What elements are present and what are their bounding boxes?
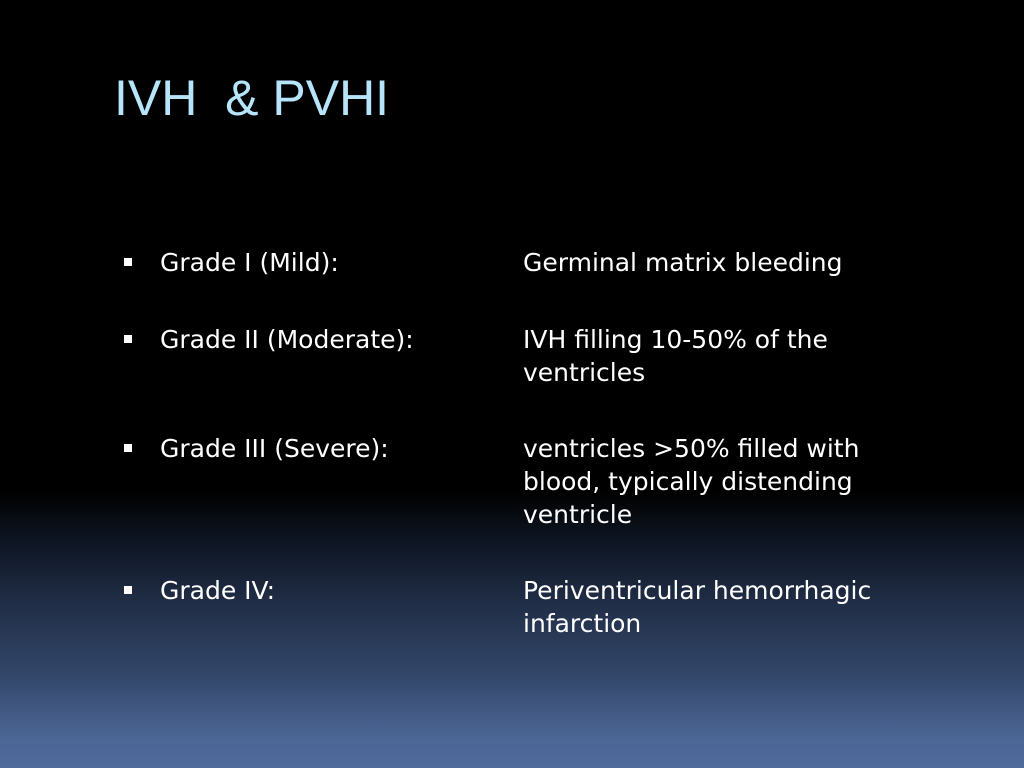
description-line: Periventricular hemorrhagic [523,576,872,605]
grade-description [523,432,943,531]
description-line: ventricles [523,358,646,387]
grade-term: Grade II (Moderate): [160,325,414,354]
square-bullet-icon [124,444,132,452]
square-bullet-icon [124,258,132,266]
slide-title: IVH & PVHI [114,70,390,126]
grade-term: Grade III (Severe): [160,434,389,463]
description-line: blood, typically distending [523,467,853,496]
square-bullet-icon [124,335,132,343]
description-line: ventricles >50% filled with [523,434,860,463]
grade-description [523,323,943,389]
grade-term: Grade IV: [160,576,276,605]
square-bullet-icon [124,586,132,594]
description-line: IVH filling 10-50% of the [523,325,828,354]
grade-term: Grade I (Mild): [160,248,339,277]
description-line: Germinal matrix bleeding [523,248,843,277]
grade-description [523,574,943,640]
description-line: infarction [523,609,642,638]
description-line: ventricle [523,500,633,529]
grade-description [523,246,943,279]
